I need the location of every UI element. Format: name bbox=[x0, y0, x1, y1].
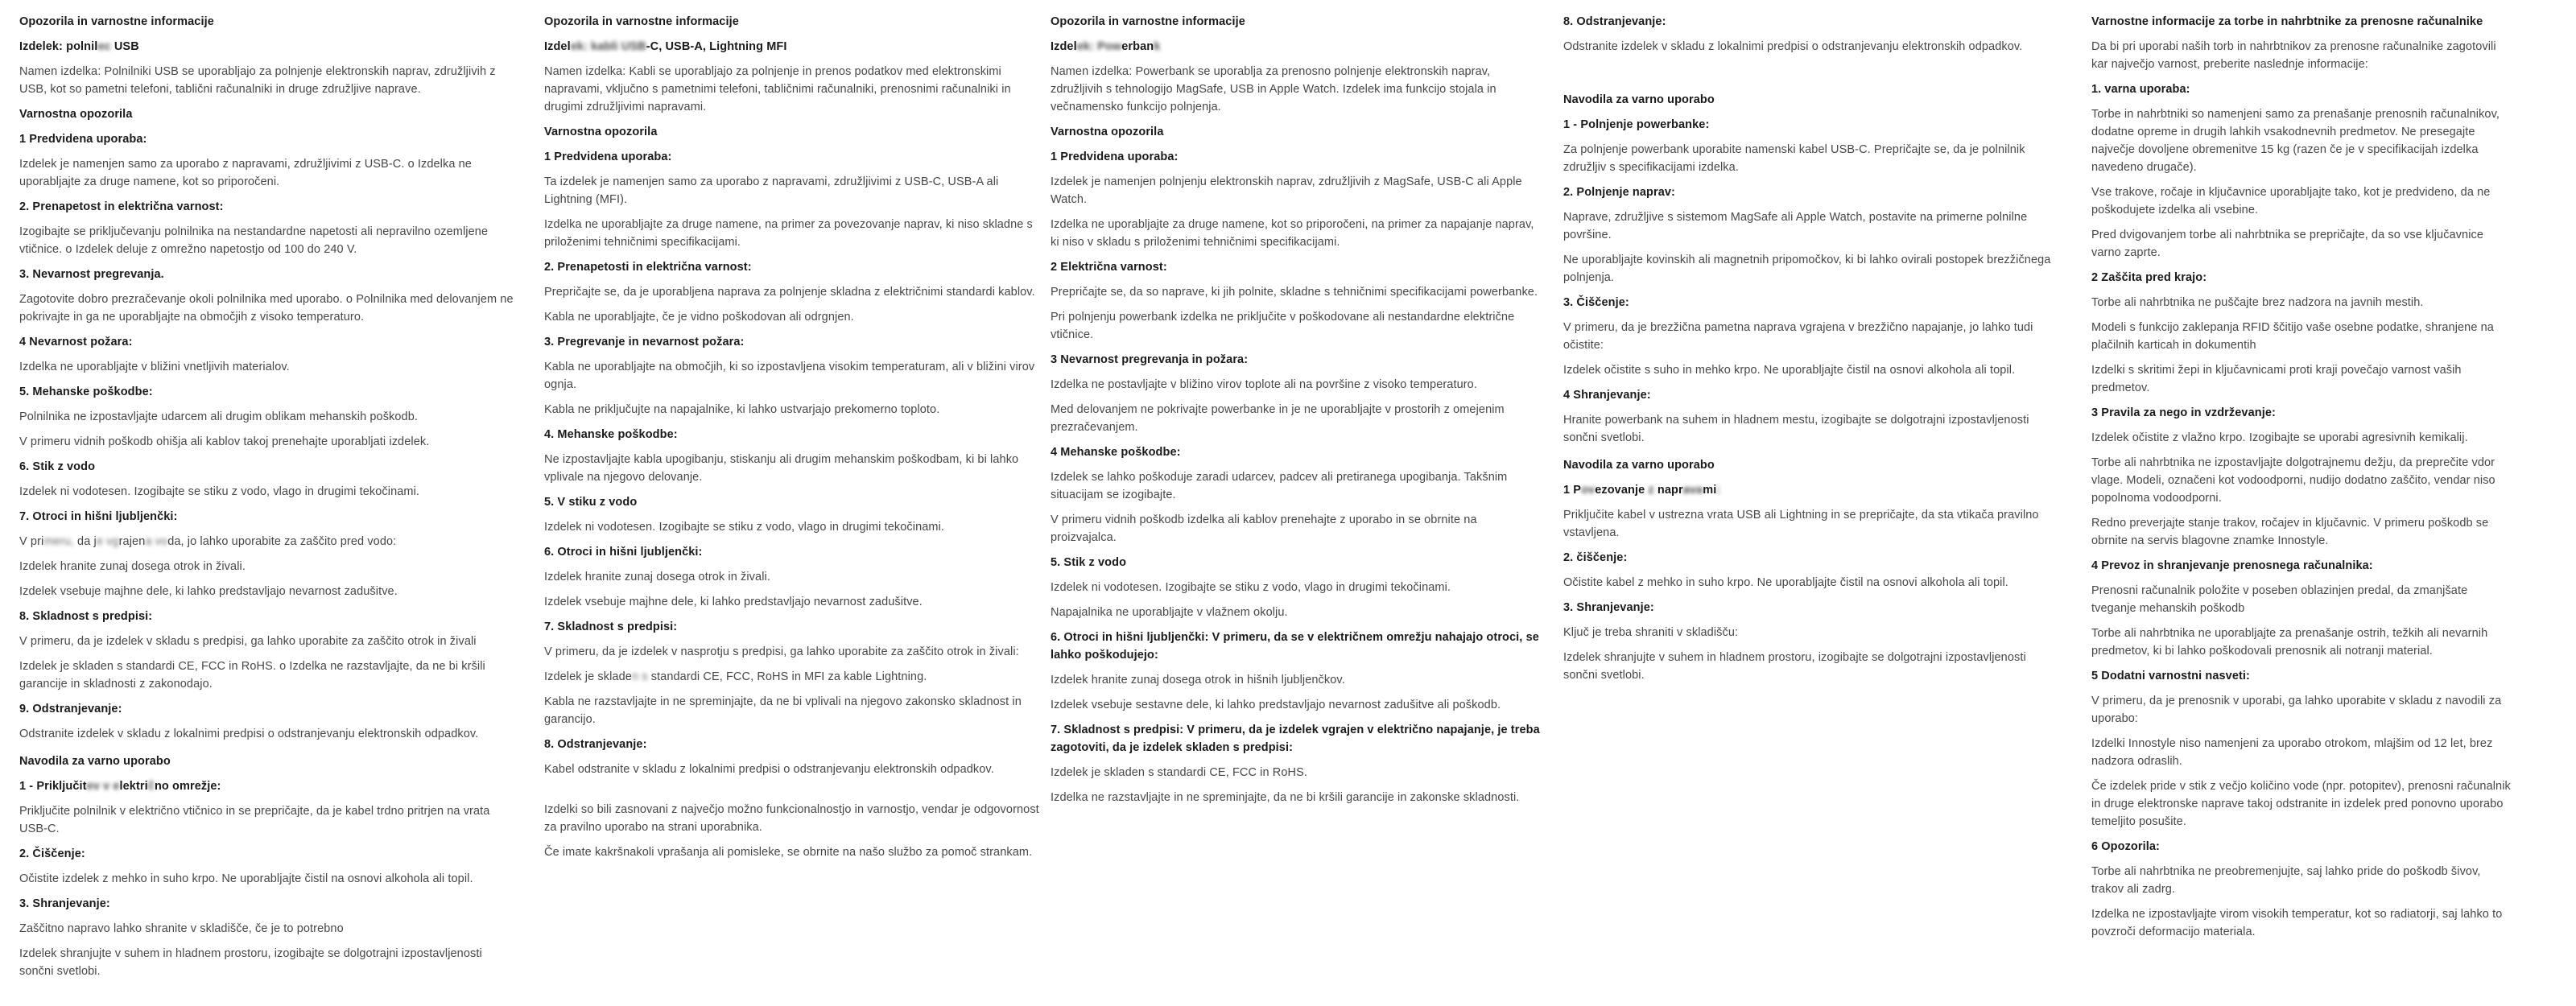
paragraph: Ne izpostavljajte kabla upogibanju, stiskanju ali drugim mehanskim poškodbam, ki bi lahko vplivale na njegovo delovanje. bbox=[544, 453, 1019, 484]
paragraph: V primeru vidnih poškodb izdelka ali kablov prenehajte z uporabo in se obrnite na proizvajalca. bbox=[1051, 513, 1477, 544]
paragraph: Izdelki s skritimi žepi in ključavnicami proti kraji povečajo varnost vaših predmetov. bbox=[2091, 364, 2462, 394]
paragraph: Izdelek shranjujte v suhem in hladnem prostoru, izogibajte se dolgotrajni izpostavljenosti sončni svetlobi. bbox=[1563, 651, 2026, 682]
text-fragment: Izdel bbox=[1051, 40, 1077, 53]
paragraph: Izdelek se lahko poškoduje zaradi udarcev, padcev ali pretiranega upogibanja. Takšnim situacijam se izogibajte. bbox=[1051, 471, 1508, 501]
paragraph: Zaščitno napravo lahko shranite v skladišče, če je to potrebno bbox=[19, 922, 344, 935]
paragraph: Kabla ne uporabljajte na območjih, ki so izpostavljena visokim temperaturam, ali v bližini virov ognja. bbox=[544, 361, 1035, 391]
section-heading: 5. V stiku z vodo bbox=[544, 496, 638, 509]
blurred-text-fragment: ek: Pow bbox=[1076, 40, 1122, 53]
section-heading: 8. Odstranjevanje: bbox=[544, 738, 647, 751]
paragraph: Redno preverjajte stanje trakov, ročajev in ključavnic. V primeru poškodb se obrnite na servis blagovne znamke Innostyle. bbox=[2091, 517, 2489, 547]
text-fragment: da j bbox=[77, 535, 97, 548]
text-fragment: ezovanje bbox=[1595, 484, 1649, 497]
text-fragment: 1 P bbox=[1563, 484, 1582, 497]
section-heading: Navodila za varno uporabo bbox=[1563, 459, 1715, 472]
column-usb-cables bbox=[544, 13, 1040, 868]
section-heading bbox=[544, 38, 1040, 56]
paragraph: Izdelek hranite zunaj dosega otrok in živali. bbox=[19, 560, 246, 573]
paragraph: Izdelek je skladen s standardi CE, FCC in RoHS. o Izdelka ne razstavljajte, da ne bi kršili garancije in skladnosti z zakonodajo. bbox=[19, 660, 485, 691]
paragraph: Priključite polnilnik v električno vtičnico in se prepričajte, da je kabel trdno pritrjen na vrata USB-C. bbox=[19, 805, 490, 835]
paragraph: Izdelka ne razstavljajte in ne spreminjajte, da ne bi kršili garancije in zakonske skladnosti. bbox=[1051, 791, 1520, 804]
paragraph: Izdelek ni vodotesen. Izogibajte se stiku z vodo, vlago in drugimi tekočinami. bbox=[544, 521, 945, 534]
paragraph: Izdelki so bili zasnovani z največjo možno funkcionalnostjo in varnostjo, vendar je odgovornost za pravilno uporabo na strani uporabnika. bbox=[544, 803, 1039, 834]
text-fragment: lektri bbox=[119, 780, 148, 793]
section-heading: 4 Prevoz in shranjevanje prenosnega računalnika: bbox=[2091, 559, 2373, 572]
blurred-text-fragment: ava bbox=[1682, 484, 1703, 497]
blurred-text-fragment: n s bbox=[631, 670, 648, 683]
section-heading: 1 - Polnjenje powerbanke: bbox=[1563, 118, 1710, 131]
paragraph: Napajalnika ne uporabljajte v vlažnem okolju. bbox=[1051, 606, 1288, 619]
paragraph: Kabla ne priključujte na napajalnike, ki lahko ustvarjajo prekomerno toploto. bbox=[544, 403, 940, 416]
paragraph: Prepričajte se, da so naprave, ki jih polnite, skladne s tehničnimi specifikacijami powerbanke. bbox=[1051, 286, 1538, 299]
paragraph: Modeli s funkcijo zaklepanja RFID ščitijo vaše osebne podatke, shranjene na plačilnih karticah in dokumentih bbox=[2091, 321, 2494, 352]
section-heading: 1 Predvidena uporaba: bbox=[19, 133, 147, 146]
paragraph: V primeru, da je izdelek v skladu s predpisi, ga lahko uporabite za zaščito otrok in živali bbox=[19, 635, 477, 648]
section-heading: 3. Nevarnost pregrevanja. bbox=[19, 268, 164, 281]
section-heading: Navodila za varno uporabo bbox=[19, 755, 171, 768]
paragraph: Torbe ali nahrbtnika ne uporabljajte za prenašanje ostrih, težkih ali nevarnih predmetov, ki bi lahko poškodovali prenosnik ali notranji material. bbox=[2091, 627, 2488, 658]
section-heading: 9. Odstranjevanje: bbox=[19, 703, 122, 715]
blurred-text-fragment: meru, bbox=[43, 535, 78, 548]
paragraph: Torbe ali nahrbtnika ne preobremenjujte, saj lahko pride do poškodb šivov, trakov ali zadrg. bbox=[2091, 865, 2481, 896]
section-heading: 1 Predvidena uporaba: bbox=[1051, 150, 1179, 163]
section-heading: 8. Odstranjevanje: bbox=[1563, 15, 1666, 28]
text-fragment: da, jo lahko uporabite za zaščito pred vodo: bbox=[167, 535, 397, 548]
paragraph: Prenosni računalnik položite v poseben oblazinjen predal, da zmanjšate tveganje mehanskih poškodb bbox=[2091, 584, 2468, 615]
paragraph: Kabel odstranite v skladu z lokalnimi predpisi o odstranjevanju elektronskih odpadkov. bbox=[544, 763, 994, 776]
section-heading bbox=[19, 777, 517, 795]
section-heading: 2. čiščenje: bbox=[1563, 551, 1628, 564]
paragraph: Odstranite izdelek v skladu z lokalnimi predpisi o odstranjevanju elektronskih odpadkov. bbox=[19, 728, 479, 740]
blurred-text-fragment: ek: kabli USB bbox=[570, 40, 646, 53]
section-heading: 7. Skladnost s predpisi: bbox=[544, 621, 678, 633]
section-heading bbox=[1051, 38, 1540, 56]
paragraph: Če imate kakršnakoli vprašanja ali pomisleke, se obrnite na našo službo za pomoč strankam. bbox=[544, 846, 1033, 859]
section-heading: 7. Otroci in hišni ljubljenčki: bbox=[19, 510, 178, 523]
paragraph: Če izdelek pride v stik z večjo količino vode (npr. potopitev), prenosni računalnik in druge elektronske naprave takoj odstranite in izdelek pred ponovno uporabo temeljito posušite. bbox=[2091, 780, 2511, 828]
paragraph: Namen izdelka: Polnilniki USB se uporabljajo za polnjenje elektronskih naprav, združljivih z USB, kot so pametni telefoni, tablični računalniki in druge združljive naprave. bbox=[19, 65, 496, 96]
text-fragment: erban bbox=[1121, 40, 1154, 53]
paragraph: Polnilnika ne izpostavljajte udarcem ali drugim oblikam mehanskih poškodb. bbox=[19, 410, 419, 423]
paragraph: Torbe ali nahrbtnika ne puščajte brez nadzora na javnih mestih. bbox=[2091, 296, 2424, 309]
section-heading: 4 Nevarnost požara: bbox=[19, 336, 133, 348]
paragraph: Izdelek ni vodotesen. Izogibajte se stiku z vodo, vlago in drugimi tekočinami. bbox=[19, 485, 420, 498]
section-heading: Opozorila in varnostne informacije bbox=[19, 15, 214, 28]
section-heading: Varnostne informacije za torbe in nahrbtnike za prenosne računalnike bbox=[2091, 15, 2483, 28]
text-fragment: -C, USB-A, Lightning MFI bbox=[646, 40, 787, 53]
section-heading: 1. varna uporaba: bbox=[2091, 83, 2190, 96]
section-heading: 5 Dodatni varnostni nasveti: bbox=[2091, 670, 2250, 682]
blurred-text-fragment: a vo bbox=[145, 535, 168, 548]
paragraph: Izogibajte se priključevanju polnilnika na nestandardne napetosti ali nepravilno ozemljene vtičnice. o Izdelek deluje z omrežno napetostjo od 100 do 240 V. bbox=[19, 225, 489, 256]
paragraph: Med delovanjem ne pokrivajte powerbanke in je ne uporabljajte v prostorih z omejenim prezračevanjem. bbox=[1051, 403, 1505, 434]
blurred-text-fragment: k bbox=[1154, 40, 1161, 53]
section-heading: 7. Skladnost s predpisi: V primeru, da je izdelek vgrajen v električno napajanje, je treba zagotoviti, da je izdelek skladen s predpisi: bbox=[1051, 724, 1540, 754]
paragraph: Vse trakove, ročaje in ključavnice uporabljajte tako, kot je predvideno, da ne poškodujete izdelka ali vsebine. bbox=[2091, 186, 2491, 216]
section-heading: Navodila za varno uporabo bbox=[1563, 93, 1715, 106]
section-heading: 2 Zaščita pred krajo: bbox=[2091, 271, 2207, 284]
paragraph: Izdelek hranite zunaj dosega otrok in hišnih ljubljenčkov. bbox=[1051, 674, 1345, 686]
section-heading: 2. Čiščenje: bbox=[19, 847, 85, 860]
section-heading: 3. Shranjevanje: bbox=[19, 897, 110, 910]
paragraph: Izdelek vsebuje majhne dele, ki lahko predstavljajo nevarnost zadušitve. bbox=[544, 596, 923, 608]
paragraph: Ta izdelek je namenjen samo za uporabo z napravami, združljivimi z USB-C, USB-A ali Lightning (MFI). bbox=[544, 175, 999, 206]
section-heading bbox=[1563, 481, 2058, 499]
section-heading: 3 Nevarnost pregrevanja in požara: bbox=[1051, 353, 1249, 366]
blurred-text-fragment: e vg bbox=[96, 535, 119, 548]
paragraph: V primeru vidnih poškodb ohišja ali kablov takoj prenehajte uporabljati izdelek. bbox=[19, 435, 430, 448]
section-heading: 3. Čiščenje: bbox=[1563, 296, 1629, 309]
paragraph: V primeru, da je brezžična pametna naprava vgrajena v brezžično napajanje, jo lahko tudi očistite: bbox=[1563, 321, 2033, 352]
blurred-text-fragment: ev v e bbox=[86, 780, 120, 793]
text-fragment: USB bbox=[110, 40, 139, 53]
text-fragment: Izdelek: polnil bbox=[19, 40, 98, 53]
section-heading: 5. Stik z vodo bbox=[1051, 556, 1127, 569]
paragraph: Izdelek vsebuje sestavne dele, ki lahko predstavljajo nevarnost zadušitve ali poškodb. bbox=[1051, 699, 1501, 711]
section-heading: 2 Električna varnost: bbox=[1051, 261, 1167, 274]
paragraph: Izdelka ne uporabljajte v bližini vnetljivih materialov. bbox=[19, 361, 290, 373]
paragraph: Izdelek hranite zunaj dosega otrok in živali. bbox=[544, 571, 770, 583]
section-heading bbox=[19, 38, 517, 56]
text-fragment: V pri bbox=[19, 535, 44, 548]
blurred-text-fragment: č bbox=[147, 780, 155, 793]
paragraph bbox=[19, 533, 517, 550]
paragraph: V primeru, da je prenosnik v uporabi, ga lahko uporabite v skladu z navodili za uporabo: bbox=[2091, 695, 2502, 725]
paragraph: Izdelka ne uporabljajte za druge namene, kot so priporočeni, na primer za napajanje naprav, ki niso v skladu s priloženimi tehničnimi specifikacijami. bbox=[1051, 218, 1534, 249]
paragraph: Za polnjenje powerbank uporabite namenski kabel USB-C. Prepričajte se, da je polnilnik združljiv s specifikacijami izdelka. bbox=[1563, 143, 2025, 174]
paragraph: Da bi pri uporabi naših torb in nahrbtnikov za prenosne računalnike zagotovili kar največjo varnost, preberite naslednje informacije: bbox=[2091, 40, 2496, 71]
paragraph: Izdelka ne uporabljajte za druge namene, na primer za povezovanje naprav, ki niso skladne s priloženimi tehničnimi specifikacijami. bbox=[544, 218, 1033, 249]
column-laptop-bags bbox=[2091, 13, 2513, 948]
paragraph: Torbe in nahrbtniki so namenjeni samo za prenašanje prenosnih računalnikov, dodatne opreme in drugih lahkih vsakodnevnih predmetov. Ne presegajte največje dovoljene obremenitve 15 kg (razen če je v specifikacijah izdelka navedeno drugače). bbox=[2091, 108, 2500, 174]
section-heading: 1 Predvidena uporaba: bbox=[544, 150, 672, 163]
section-heading: Opozorila in varnostne informacije bbox=[1051, 15, 1245, 28]
section-heading: 5. Mehanske poškodbe: bbox=[19, 385, 153, 398]
text-fragment: rajen bbox=[118, 535, 146, 548]
paragraph: Izdelek je namenjen samo za uporabo z napravami, združljivimi z USB-C. o Izdelka ne uporabljajte za druge namene, kot so priporočeni. bbox=[19, 158, 472, 188]
paragraph bbox=[544, 668, 1040, 686]
paragraph: Prepričajte se, da je uporabljena naprava za polnjenje skladna z električnimi standardi kablov. bbox=[544, 286, 1035, 299]
blurred-text-fragment: z bbox=[1648, 484, 1654, 497]
paragraph: Izdelki Innostyle niso namenjeni za uporabo otrokom, mlajšim od 12 let, brez nadzora odraslih. bbox=[2091, 737, 2493, 768]
paragraph: Izdelek je skladen s standardi CE, FCC in RoHS. bbox=[1051, 766, 1307, 779]
paragraph: Očistite kabel z mehko in suho krpo. Ne uporabljajte čistil na osnovi alkohola ali topil. bbox=[1563, 576, 2008, 589]
paragraph: Ključ je treba shraniti v skladišču: bbox=[1563, 626, 1739, 639]
paragraph: Izdelek je namenjen polnjenju elektronskih naprav, združljivih z MagSafe, USB-C ali Apple Watch. bbox=[1051, 175, 1522, 206]
paragraph: Priključite kabel v ustrezna vrata USB ali Lightning in se prepričajte, da sta vtikača pravilno vstavljena. bbox=[1563, 509, 2039, 539]
section-heading: 6. Stik z vodo bbox=[19, 460, 96, 473]
paragraph: V primeru, da je izdelek v nasprotju s predpisi, ga lahko uporabite za zaščito otrok in živali: bbox=[544, 645, 1019, 658]
text-fragment: napr bbox=[1653, 484, 1683, 497]
column-powerbank-warnings bbox=[1051, 13, 1540, 814]
column-usb-charger bbox=[19, 13, 517, 987]
section-heading: 2. Prenapetosti in električna varnost: bbox=[544, 261, 752, 274]
section-heading: 2. Polnjenje naprav: bbox=[1563, 186, 1675, 199]
paragraph: Naprave, združljive s sistemom MagSafe ali Apple Watch, postavite na primerne polnilne površine. bbox=[1563, 211, 2028, 241]
section-heading: Varnostna opozorila bbox=[19, 108, 133, 121]
paragraph: Hranite powerbank na suhem in hladnem mestu, izogibajte se dolgotrajni izpostavljenosti sončni svetlobi. bbox=[1563, 414, 2029, 444]
paragraph: Ne uporabljajte kovinskih ali magnetnih pripomočkov, ki bi lahko ovirali postopek brezžičnega polnjenja. bbox=[1563, 254, 2051, 284]
section-heading: Varnostna opozorila bbox=[1051, 126, 1164, 138]
paragraph: Pred dvigovanjem torbe ali nahrbtnika se prepričajte, da so vse ključavnice varno zaprte. bbox=[2091, 229, 2484, 259]
section-heading: Opozorila in varnostne informacije bbox=[544, 15, 739, 28]
section-heading: Varnostna opozorila bbox=[544, 126, 658, 138]
section-heading: 2. Prenapetost in električna varnost: bbox=[19, 200, 224, 213]
paragraph: Zagotovite dobro prezračevanje okoli polnilnika med uporabo. o Polnilnika med delovanjem ne pokrivajte in ga ne uporabljajte na območjih z visoko temperaturo. bbox=[19, 293, 514, 324]
paragraph: Izdelka ne postavljajte v bližino virov toplote ali na površine z visoko temperaturo. bbox=[1051, 378, 1477, 391]
text-fragment: standardi CE, FCC, RoHS in MFI za kable Lightning. bbox=[647, 670, 927, 683]
section-heading: 6. Otroci in hišni ljubljenčki: bbox=[544, 546, 703, 559]
section-heading: 6. Otroci in hišni ljubljenčki: V primeru, da se v električnem omrežju nahajajo otroci, se lahko poškodujejo: bbox=[1051, 631, 1539, 662]
paragraph: Izdelek shranjujte v suhem in hladnem prostoru, izogibajte se dolgotrajni izpostavljenosti sončni svetlobi. bbox=[19, 947, 482, 978]
text-fragment: 1 - Priključit bbox=[19, 780, 87, 793]
blurred-text-fragment: : bbox=[1716, 484, 1721, 497]
text-fragment: no omrežje: bbox=[154, 780, 221, 793]
section-heading: 8. Skladnost s predpisi: bbox=[19, 610, 153, 623]
paragraph: Očistite izdelek z mehko in suho krpo. Ne uporabljajte čistil na osnovi alkohola ali topil. bbox=[19, 872, 473, 885]
text-fragment: Izdel bbox=[544, 40, 571, 53]
paragraph: Kabla ne uporabljajte, če je vidno poškodovan ali odrgnjen. bbox=[544, 311, 854, 324]
paragraph: Izdelek očistite z vlažno krpo. Izogibajte se uporabi agresivnih kemikalij. bbox=[2091, 431, 2468, 444]
paragraph: Izdelek očistite s suho in mehko krpo. Ne uporabljajte čistil na osnovi alkohola ali topil. bbox=[1563, 364, 2016, 377]
text-fragment: Izdelek je sklade bbox=[544, 670, 632, 683]
blurred-text-fragment: ov bbox=[1581, 484, 1596, 497]
paragraph: Izdelek ni vodotesen. Izogibajte se stiku z vodo, vlago in drugimi tekočinami. bbox=[1051, 581, 1451, 594]
section-heading: 4. Mehanske poškodbe: bbox=[544, 428, 678, 441]
section-heading: 3. Shranjevanje: bbox=[1563, 601, 1654, 614]
section-heading: 3 Pravila za nego in vzdrževanje: bbox=[2091, 406, 2276, 419]
text-fragment: mi bbox=[1703, 484, 1717, 497]
paragraph: Odstranite izdelek v skladu z lokalnimi predpisi o odstranjevanju elektronskih odpadkov. bbox=[1563, 40, 2023, 53]
section-heading: 3. Pregrevanje in nevarnost požara: bbox=[544, 336, 745, 348]
paragraph: Kabla ne razstavljajte in ne spreminjajte, da ne bi vplivali na njegovo zakonsko skladnost in garancijo. bbox=[544, 695, 1022, 726]
section-heading: 4 Mehanske poškodbe: bbox=[1051, 446, 1181, 459]
paragraph: Namen izdelka: Kabli se uporabljajo za polnjenje in prenos podatkov med elektronskimi napravami, vključno s pametnimi telefoni, tabličnimi računalniki, prenosnimi računalniki in drugimi združljivimi napravami. bbox=[544, 65, 1011, 113]
column-powerbank-usage bbox=[1563, 13, 2058, 691]
section-heading: 4 Shranjevanje: bbox=[1563, 389, 1651, 402]
paragraph: Pri polnjenju powerbank izdelka ne priključite v poškodovane ali nestandardne električne vtičnice. bbox=[1051, 311, 1515, 341]
paragraph: Namen izdelka: Powerbank se uporablja za prenosno polnjenje elektronskih naprav, združljivih s tehnologijo MagSafe, USB in Apple Watch. Izdelek ima funkcijo stojala in večnamensko funkcijo polnjenja. bbox=[1051, 65, 1496, 113]
paragraph: Torbe ali nahrbtnika ne izpostavljajte dolgotrajnemu dežju, da preprečite vdor vlage. Modeli, označeni kot vodoodporni, nudijo dodatno zaščito, vendar niso popolnoma vodoodporni. bbox=[2091, 456, 2496, 505]
paragraph: Izdelka ne izpostavljajte virom visokih temperatur, kot so radiatorji, saj lahko to povzroči deformacijo materiala. bbox=[2091, 908, 2503, 938]
blurred-text-fragment: ec bbox=[97, 40, 111, 53]
section-heading: 6 Opozorila: bbox=[2091, 840, 2160, 853]
paragraph: Izdelek vsebuje majhne dele, ki lahko predstavljajo nevarnost zadušitve. bbox=[19, 585, 398, 598]
